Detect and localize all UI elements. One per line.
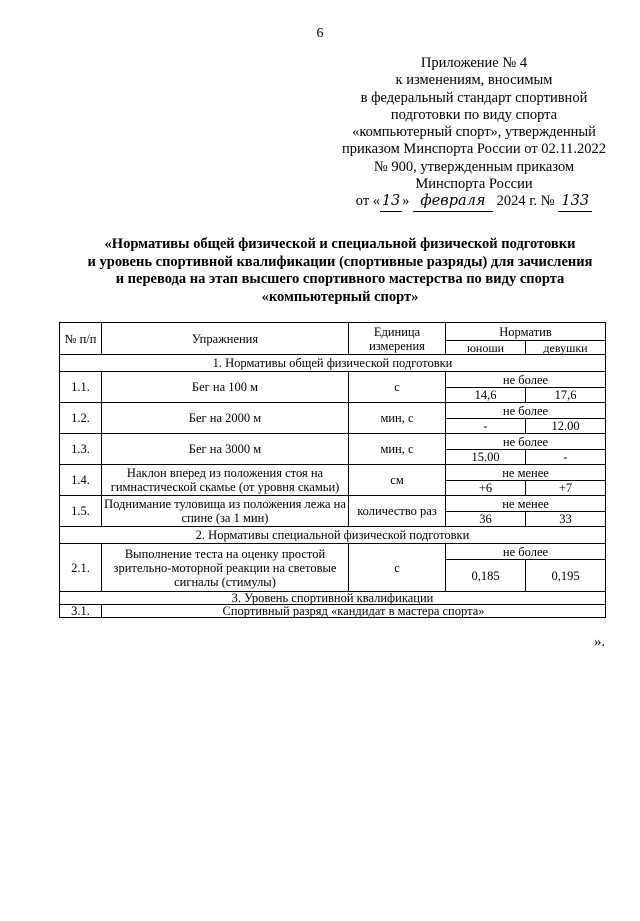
row-boys: 36	[446, 512, 526, 527]
table-row	[60, 544, 606, 560]
row-exercise: Бег на 2000 м	[102, 403, 349, 434]
row-num: 1.5.	[60, 496, 102, 527]
closing-quote: ».	[594, 634, 606, 650]
date-prefix: от «	[355, 193, 381, 210]
date-mid: »	[402, 193, 410, 210]
row-condition: не менее	[446, 465, 606, 481]
row-condition: не более	[446, 434, 606, 450]
document-title	[60, 236, 620, 306]
row-condition: не более	[446, 544, 606, 560]
handwritten-day: 13	[380, 193, 402, 211]
header-norm: Норматив	[446, 323, 606, 341]
handwritten-month: февраля	[413, 193, 493, 211]
handwritten-order-number: 133	[558, 193, 592, 211]
row-boys: 14,6	[446, 388, 526, 403]
row-num: 3.1.	[60, 605, 102, 618]
appendix-line: подготовки по виду спорта	[390, 106, 558, 123]
row-boys: 15.00	[446, 450, 526, 465]
row-exercise: Бег на 3000 м	[102, 434, 349, 465]
row-girls: 0,195	[526, 560, 606, 592]
appendix-line: № 900, утвержденным приказом	[373, 158, 575, 175]
row-condition: не более	[446, 403, 606, 419]
appendix-line: в федеральный стандарт спортивной	[360, 89, 588, 106]
order-date-line	[328, 193, 620, 211]
row-boys: -	[446, 419, 526, 434]
header-girls: девушки	[526, 341, 606, 355]
appendix-line: приказом Минспорта России от 02.11.2022	[341, 141, 606, 158]
row-num: 1.3.	[60, 434, 102, 465]
title-line: «компьютерный спорт»	[261, 288, 419, 305]
row-condition: не менее	[446, 496, 606, 512]
row-exercise: Спортивный разряд «кандидат в мастера спорта»	[102, 605, 606, 618]
table-row	[60, 403, 606, 419]
title-line: и уровень спортивной квалификации (спортивные разряды) для зачисления	[87, 253, 593, 270]
appendix-block	[328, 55, 620, 212]
row-boys: 0,185	[446, 560, 526, 592]
row-exercise: Поднимание туловища из положения лежа на спине (за 1 мин)	[102, 496, 349, 527]
table-header-row	[60, 323, 606, 341]
table-row	[60, 496, 606, 512]
row-unit: количество раз	[349, 496, 446, 527]
row-girls: -	[526, 450, 606, 465]
row-num: 1.1.	[60, 372, 102, 403]
row-condition: не более	[446, 372, 606, 388]
row-unit: см	[349, 465, 446, 496]
table-row	[60, 465, 606, 481]
section-row	[60, 527, 606, 544]
appendix-line: Минспорта России	[415, 176, 533, 193]
title-line: «Нормативы общей физической и специальной физической подготовки	[104, 236, 576, 252]
section-title: 2. Нормативы специальной физической подготовки	[60, 527, 606, 544]
section-row	[60, 592, 606, 605]
header-unit: Единица измерения	[349, 323, 446, 355]
row-unit: мин, с	[349, 403, 446, 434]
table-row	[60, 372, 606, 388]
header-boys: юноши	[446, 341, 526, 355]
appendix-line: к изменениям, вносимым	[395, 72, 553, 89]
row-unit: с	[349, 372, 446, 403]
row-girls: 12.00	[526, 419, 606, 434]
row-girls: 33	[526, 512, 606, 527]
row-unit: мин, с	[349, 434, 446, 465]
row-exercise: Наклон вперед из положения стоя на гимнастической скамье (от уровня скамьи)	[102, 465, 349, 496]
section-title: 1. Нормативы общей физической подготовки	[60, 355, 606, 372]
table-row	[60, 605, 606, 618]
title-line: и перевода на этап высшего спортивного мастерства по виду спорта	[115, 271, 565, 287]
page-number: 6	[316, 26, 324, 41]
year-text: 2024 г. №	[496, 193, 555, 210]
header-num: № п/п	[60, 323, 102, 355]
section-title: 3. Уровень спортивной квалификации	[60, 592, 606, 605]
appendix-line: «компьютерный спорт», утвержденный	[352, 124, 596, 141]
standards-table	[59, 322, 606, 618]
row-girls: 17,6	[526, 388, 606, 403]
section-row	[60, 355, 606, 372]
row-num: 2.1.	[60, 544, 102, 592]
row-girls: +7	[526, 481, 606, 496]
table-row	[60, 434, 606, 450]
header-exercise: Упражнения	[102, 323, 349, 355]
row-boys: +6	[446, 481, 526, 496]
row-exercise: Выполнение теста на оценку простой зрительно-моторной реакции на световые сигналы (стимулы)	[102, 544, 349, 592]
row-exercise: Бег на 100 м	[102, 372, 349, 403]
row-num: 1.4.	[60, 465, 102, 496]
row-unit: с	[349, 544, 446, 592]
row-num: 1.2.	[60, 403, 102, 434]
appendix-line: Приложение № 4	[420, 55, 528, 71]
